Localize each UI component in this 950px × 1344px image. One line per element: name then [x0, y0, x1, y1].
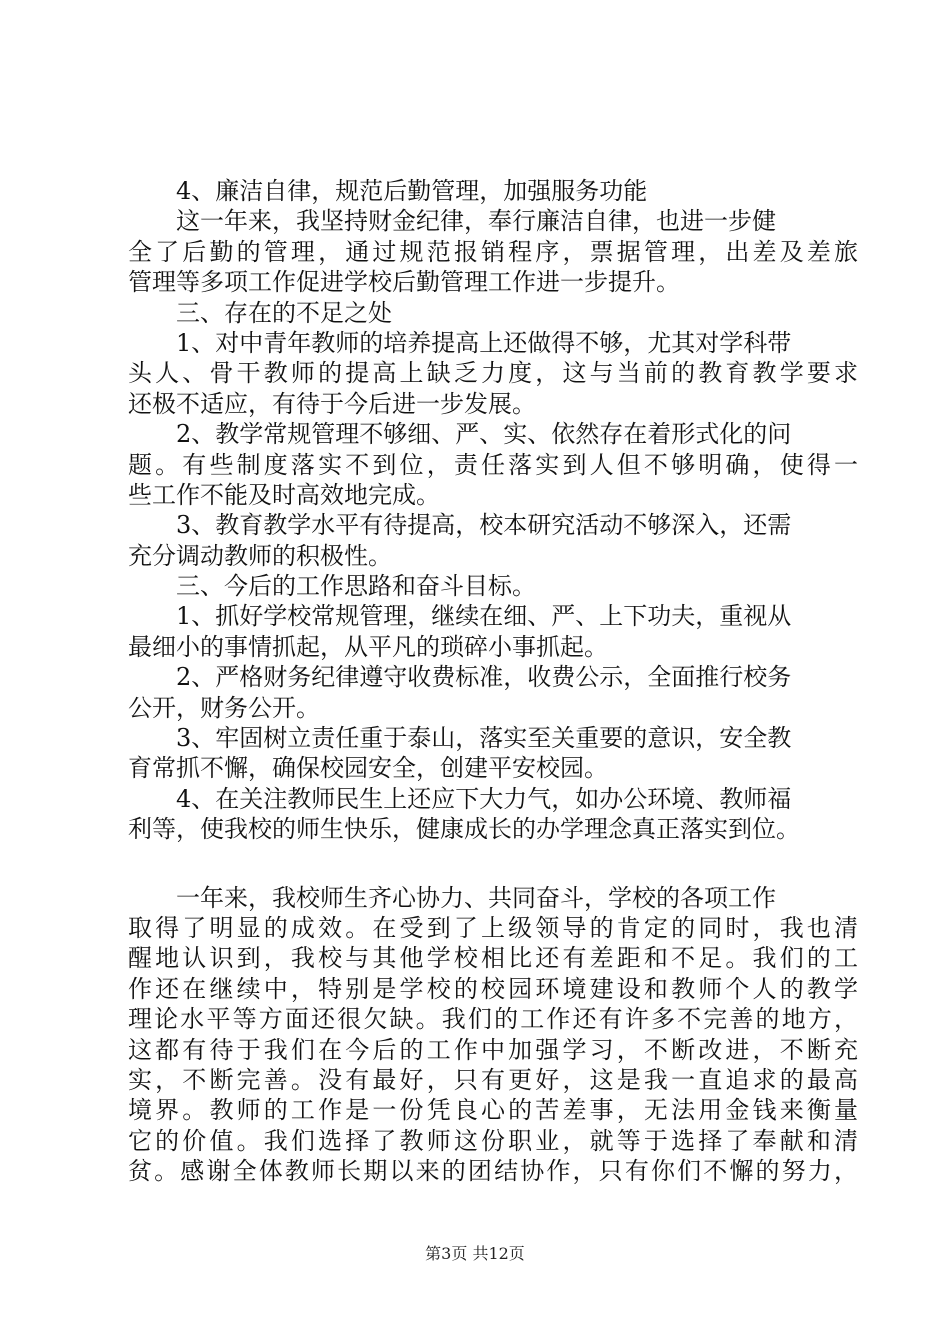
body-line: 取得了明显的成效。在受到了上级领导的肯定的同时，我也清 — [128, 913, 858, 942]
body-line: 充分调动教师的积极性。 — [128, 541, 392, 570]
body-line: 利等，使我校的师生快乐，健康成长的办学理念真正落实到位。 — [128, 815, 800, 844]
paragraph-gap — [128, 845, 858, 883]
section-heading: 三、存在的不足之处 — [176, 298, 392, 327]
body-line: 些工作不能及时高效地完成。 — [128, 480, 440, 509]
body-line: 4、廉洁自律，规范后勤管理，加强服务功能 — [176, 177, 648, 205]
body-line: 2、教学常规管理不够细、严、实、依然存在着形式化的问 — [176, 420, 792, 449]
body-line: 理论水平等方面还很欠缺。我们的工作还有许多不完善的地方， — [128, 1005, 858, 1034]
body-line: 4、在关注教师民生上还应下大力气，如办公环境、教师福 — [176, 784, 792, 813]
body-line: 公开，财务公开。 — [128, 693, 320, 722]
body-line: 还极不适应，有待于今后进一步发展。 — [128, 389, 536, 418]
body-line: 一年来，我校师生齐心协力、共同奋斗，学校的各项工作 — [176, 883, 776, 912]
body-line: 这一年来，我坚持财金纪律，奉行廉洁自律，也进一步健 — [176, 207, 776, 236]
body-line: 头人、骨干教师的提高上缺乏力度，这与当前的教育教学要求 — [128, 359, 858, 388]
body-line: 境界。教师的工作是一份凭良心的苦差事，无法用金钱来衡量 — [128, 1096, 858, 1125]
body-line: 它的价值。我们选择了教师这份职业，就等于选择了奉献和清 — [128, 1126, 858, 1155]
body-line: 贫。感谢全体教师长期以来的团结协作，只有你们不懈的努力， — [128, 1157, 858, 1186]
body-line: 醒地认识到，我校与其他学校相比还有差距和不足。我们的工 — [128, 944, 858, 973]
body-line: 2、严格财务纪律遵守收费标准，收费公示，全面推行校务 — [176, 663, 792, 692]
body-line: 育常抓不懈，确保校园安全，创建平安校园。 — [128, 754, 608, 783]
body-line: 作还在继续中，特别是学校的校园环境建设和教师个人的教学 — [128, 974, 858, 1003]
body-line: 3、牢固树立责任重于泰山，落实至关重要的意识，安全教 — [176, 724, 792, 753]
body-line: 管理等多项工作促进学校后勤管理工作进一步提升。 — [128, 268, 680, 297]
body-line: 全了后勤的管理，通过规范报销程序，票据管理，出差及差旅 — [128, 237, 858, 266]
body-line: 1、抓好学校常规管理，继续在细、严、上下功夫，重视从 — [176, 602, 792, 631]
document-body — [128, 176, 858, 1187]
page-number-footer: 第3页 共12页 — [425, 1244, 525, 1263]
body-line: 题。有些制度落实不到位，责任落实到人但不够明确，使得一 — [128, 450, 858, 479]
body-line: 这都有待于我们在今后的工作中加强学习，不断改进，不断充 — [128, 1035, 858, 1064]
section-heading: 三、今后的工作思路和奋斗目标。 — [176, 572, 536, 601]
body-line: 实，不断完善。没有最好，只有更好，这是我一直追求的最高 — [128, 1065, 858, 1094]
body-line: 3、教育教学水平有待提高，校本研究活动不够深入，还需 — [176, 511, 792, 540]
body-line: 1、对中青年教师的培养提高上还做得不够，尤其对学科带 — [176, 328, 792, 357]
body-line: 最细小的事情抓起，从平凡的琐碎小事抓起。 — [128, 632, 608, 661]
